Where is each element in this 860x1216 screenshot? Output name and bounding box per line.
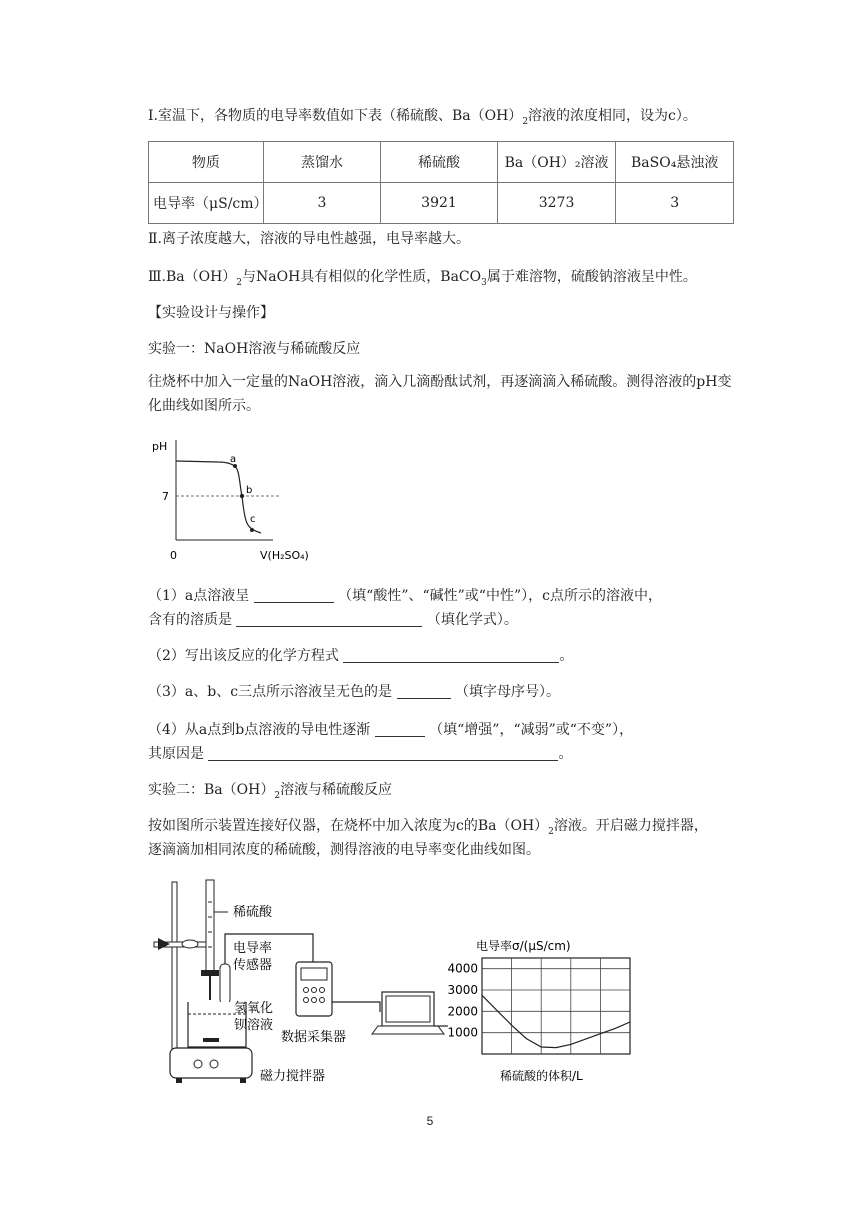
info-3 xyxy=(148,266,697,288)
conductivity-table xyxy=(148,141,734,224)
table-header-cell: 物质 xyxy=(149,142,264,183)
exp2-title xyxy=(148,779,392,801)
exp1-description: 往烧杯中加入一定量的NaOH溶液，滴入几滴酚酞试剂，再逐滴滴入稀硫酸。测得溶液的pH变化曲线如图所示。 xyxy=(148,374,732,414)
exp2-title-text: 实验二：Ba（OH） xyxy=(148,782,275,798)
q4-text: （填“增强”，“减弱”或“不变”）， xyxy=(429,722,634,738)
info-2: Ⅱ.离子浓度越大，溶液的导电性越强，电导率越大。 xyxy=(148,231,470,247)
q4-text: （4）从a点到b点溶液的导电性逐渐 xyxy=(148,722,371,738)
table-row xyxy=(149,183,734,224)
q1-text: （填化学式）。 xyxy=(426,612,518,628)
q1-blank-1[interactable] xyxy=(254,586,334,603)
info-1 xyxy=(148,105,697,127)
info-1-sub: 2 xyxy=(522,116,529,127)
apparatus-diagram xyxy=(148,872,448,1092)
q3-text: （填字母序号）。 xyxy=(454,684,560,700)
burette-stopcock xyxy=(201,970,219,976)
point-b-label: b xyxy=(246,485,253,496)
conductivity-plot-area xyxy=(482,958,630,1054)
stand-rod xyxy=(172,882,177,1052)
exp2-desc-text: 按如图所示装置连接好仪器，在烧杯中加入浓度为c的Ba（OH） xyxy=(148,818,549,834)
question-4-line-2 xyxy=(148,743,572,763)
stir-bar xyxy=(203,1038,219,1042)
question-4-line-1 xyxy=(148,719,633,739)
table-cell: 3273 xyxy=(497,183,616,224)
table-cell: 3921 xyxy=(381,183,498,224)
conductivity-x-label: 稀硫酸的体积/L xyxy=(500,1069,583,1083)
info-3-text: 与NaOH具有相似的化学性质，BaCO xyxy=(242,269,482,285)
conductivity-y-label: 电导率σ/(μS/cm) xyxy=(476,939,571,953)
label-sensor-1: 电导率 xyxy=(233,941,273,956)
exp2-desc-line-2: 逐滴滴加相同浓度的稀硫酸，测得溶液的电导率变化曲线如图。 xyxy=(148,842,540,858)
conductivity-y-tick: 2000 xyxy=(447,1004,478,1019)
stirrer-knob xyxy=(210,1060,218,1068)
question-2 xyxy=(148,645,573,665)
question-1-line-2 xyxy=(148,609,518,629)
conductivity-chart xyxy=(440,934,640,1088)
q1-text: 含有的溶质是 xyxy=(148,612,232,628)
label-collector: 数据采集器 xyxy=(281,1030,347,1045)
question-3 xyxy=(148,681,560,701)
table-header-cell: 稀硫酸 xyxy=(381,142,498,183)
page-number: 5 xyxy=(426,1114,434,1128)
conductivity-y-tick: 1000 xyxy=(447,1025,478,1040)
stirrer-knob xyxy=(194,1060,202,1068)
ph-chart xyxy=(148,432,348,572)
point-c-label: c xyxy=(250,514,256,525)
table-header-row xyxy=(149,142,734,183)
clamp-knob-left xyxy=(158,938,170,950)
laptop-keyboard xyxy=(372,1026,444,1034)
ph-tick-7: 7 xyxy=(162,490,169,503)
q1-blank-2[interactable] xyxy=(236,610,422,627)
exp2-desc-sub: 2 xyxy=(548,826,554,837)
point-a-label: a xyxy=(230,454,237,465)
table-row-label: 电导率（μS/cm） xyxy=(149,183,264,224)
label-stirrer: 磁力搅拌器 xyxy=(260,1069,326,1084)
conductivity-y-tick: 3000 xyxy=(447,983,478,997)
info-3-text: 属于难溶物，硫酸钠溶液呈中性。 xyxy=(486,269,697,285)
table-header-cell: 蒸馏水 xyxy=(263,142,380,183)
info-3-sub: 2 xyxy=(236,277,243,288)
q2-text: 。 xyxy=(559,648,574,664)
exp2-desc-line-1 xyxy=(148,815,708,837)
q3-blank[interactable] xyxy=(397,682,451,699)
burette xyxy=(206,880,214,975)
q4-text: 其原因是 xyxy=(148,746,204,762)
q1-text: （1）a点溶液呈 xyxy=(148,588,250,604)
info-3-text: Ⅲ.Ba（OH） xyxy=(148,269,237,285)
origin-label: 0 xyxy=(170,549,177,562)
q1-text: （填“酸性”、“碱性”或“中性”），c点所示的溶液中， xyxy=(338,588,662,604)
exp2-title-text: 溶液与稀硫酸反应 xyxy=(280,782,393,798)
label-sensor-2: 传感器 xyxy=(233,958,273,973)
q2-blank[interactable] xyxy=(343,646,559,663)
info-3-sub: 3 xyxy=(481,277,487,288)
x-axis-label: V(H₂SO₄) xyxy=(260,549,309,562)
q3-text: （3）a、b、c三点所示溶液呈无色的是 xyxy=(148,684,393,700)
q2-text: （2）写出该反应的化学方程式 xyxy=(148,648,339,664)
conductivity-sensor xyxy=(220,964,230,1004)
table-cell: 3 xyxy=(263,183,380,224)
label-acid: 稀硫酸 xyxy=(233,905,273,920)
label-baoh-1: 氢氧化 xyxy=(234,1001,274,1016)
point-b-mark xyxy=(240,494,244,498)
q4-blank-2[interactable] xyxy=(208,744,558,761)
table-header-cell: BaSO₄悬浊液 xyxy=(616,142,734,183)
exp2-title-sub: 2 xyxy=(274,790,281,801)
q4-blank-1[interactable] xyxy=(375,720,425,737)
table-header-cell: Ba（OH）₂溶液 xyxy=(497,142,616,183)
exp1-title: 实验一：NaOH溶液与稀硫酸反应 xyxy=(148,341,361,357)
clamp-jaw xyxy=(182,940,198,948)
info-1-text-end: 溶液的浓度相同，设为c）。 xyxy=(528,108,697,124)
info-1-text: Ⅰ.室温下，各物质的电导率数值如下表（稀硫酸、Ba（OH） xyxy=(148,108,523,124)
exp2-desc-text: 溶液。开启磁力搅拌器， xyxy=(553,818,708,834)
question-1-line-1 xyxy=(148,585,662,605)
conductivity-y-tick: 4000 xyxy=(447,961,478,976)
table-cell: 3 xyxy=(616,183,734,224)
q4-text: 。 xyxy=(558,746,573,762)
point-c-mark xyxy=(250,528,254,532)
section-title: 【实验设计与操作】 xyxy=(148,305,274,321)
ph-axis-label: pH xyxy=(152,440,168,453)
label-baoh-2: 钡溶液 xyxy=(234,1018,274,1033)
